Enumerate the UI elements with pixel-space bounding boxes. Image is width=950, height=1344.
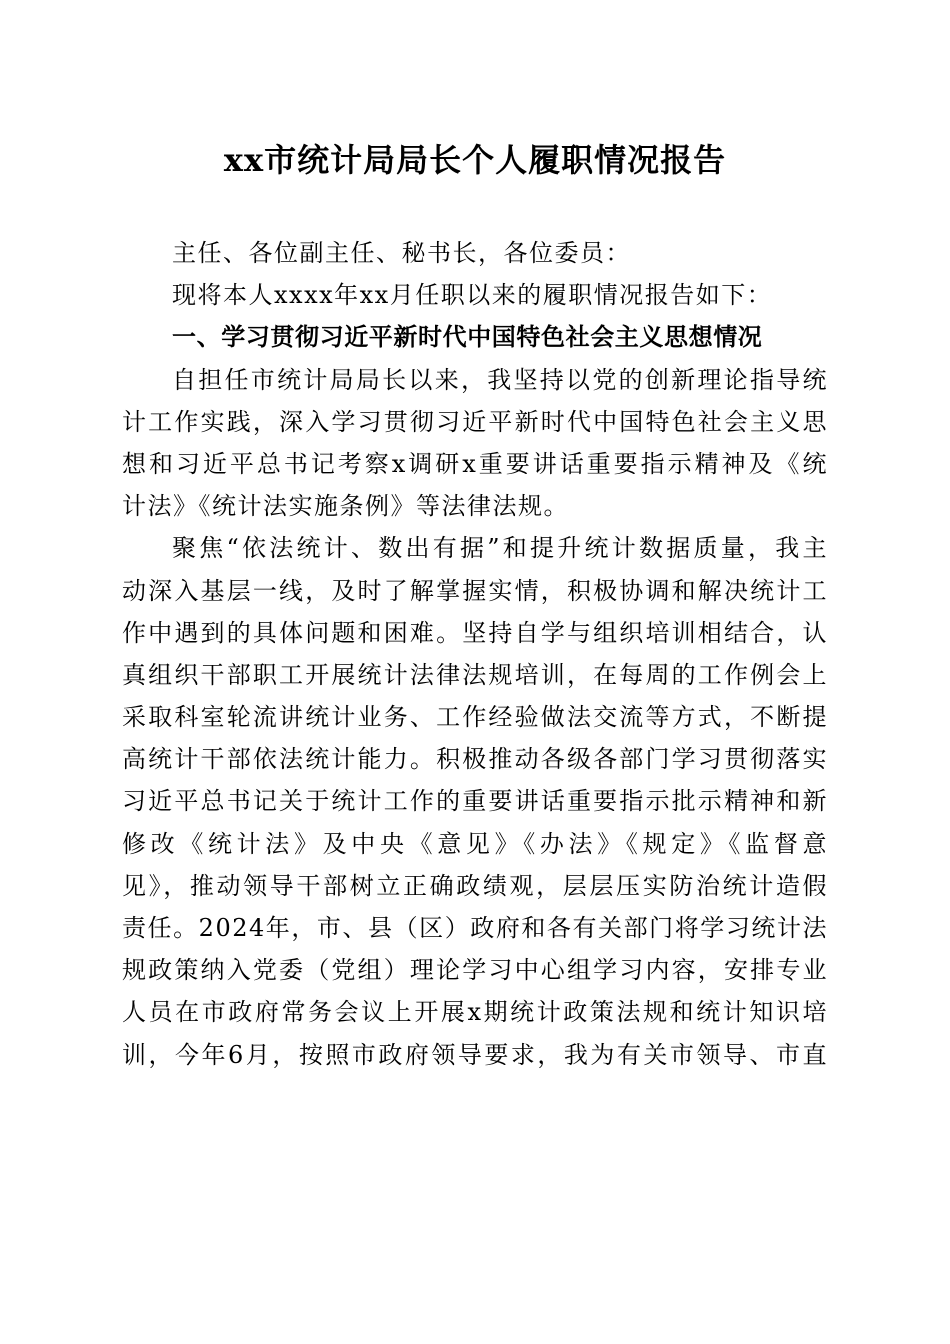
paragraph-line: 高统计干部依法统计能力。积极推动各级各部门学习贯彻落实 — [122, 745, 828, 774]
paragraph-line: 习近平总书记关于统计工作的重要讲话重要指示批示精神和新 — [122, 787, 828, 816]
paragraph-line: 动深入基层一线，及时了解掌握实情，积极协调和解决统计工 — [122, 576, 828, 605]
document-title: xx市统计局局长个人履职情况报告 — [223, 141, 727, 179]
paragraph-line: 计工作实践，深入学习贯彻习近平新时代中国特色社会主义思 — [122, 407, 828, 436]
paragraph-line: 采取科室轮流讲统计业务、工作经验做法交流等方式，不断提 — [122, 703, 828, 732]
paragraph-line: 计法》《统计法实施条例》等法律法规。 — [122, 492, 569, 521]
section-heading-1: 一、学习贯彻习近平新时代中国特色社会主义思想情况 — [172, 323, 763, 352]
paragraph-line: 见》，推动领导干部树立正确政绩观，层层压实防治统计造假 — [122, 871, 828, 900]
paragraph-line: 真组织干部职工开展统计法律法规培训，在每周的工作例会上 — [122, 660, 828, 689]
paragraph-line: 责任。2024年，市、县（区）政府和各有关部门将学习统计法 — [122, 914, 828, 942]
paragraph-line: 自担任市统计局局长以来，我坚持以党的创新理论指导统 — [172, 365, 828, 394]
paragraph-line: 聚焦“依法统计、数出有据”和提升统计数据质量，我主 — [172, 534, 828, 563]
paragraph-line: 训，今年6月，按照市政府领导要求，我为有关市领导、市直 — [122, 1040, 828, 1069]
salutation: 主任、各位副主任、秘书长，各位委员： — [172, 239, 631, 267]
paragraph-line: 人员在市政府常务会议上开展x期统计政策法规和统计知识培 — [122, 998, 828, 1027]
document-body — [122, 232, 828, 1076]
paragraph-line: 作中遇到的具体问题和困难。坚持自学与组织培训相结合，认 — [122, 618, 828, 647]
intro-paragraph: 现将本人xxxx年xx月任职以来的履职情况报告如下： — [172, 281, 773, 310]
paragraph-2 — [122, 527, 828, 1075]
paragraph-line: 修改《统计法》及中央《意见》《办法》《规定》《监督意 — [122, 829, 828, 858]
paragraph-line: 规政策纳入党委（党组）理论学习中心组学习内容，安排专业 — [122, 956, 828, 985]
paragraph-1 — [122, 359, 828, 528]
paragraph-line: 想和习近平总书记考察x调研x重要讲话重要指示精神及《统 — [122, 449, 828, 478]
